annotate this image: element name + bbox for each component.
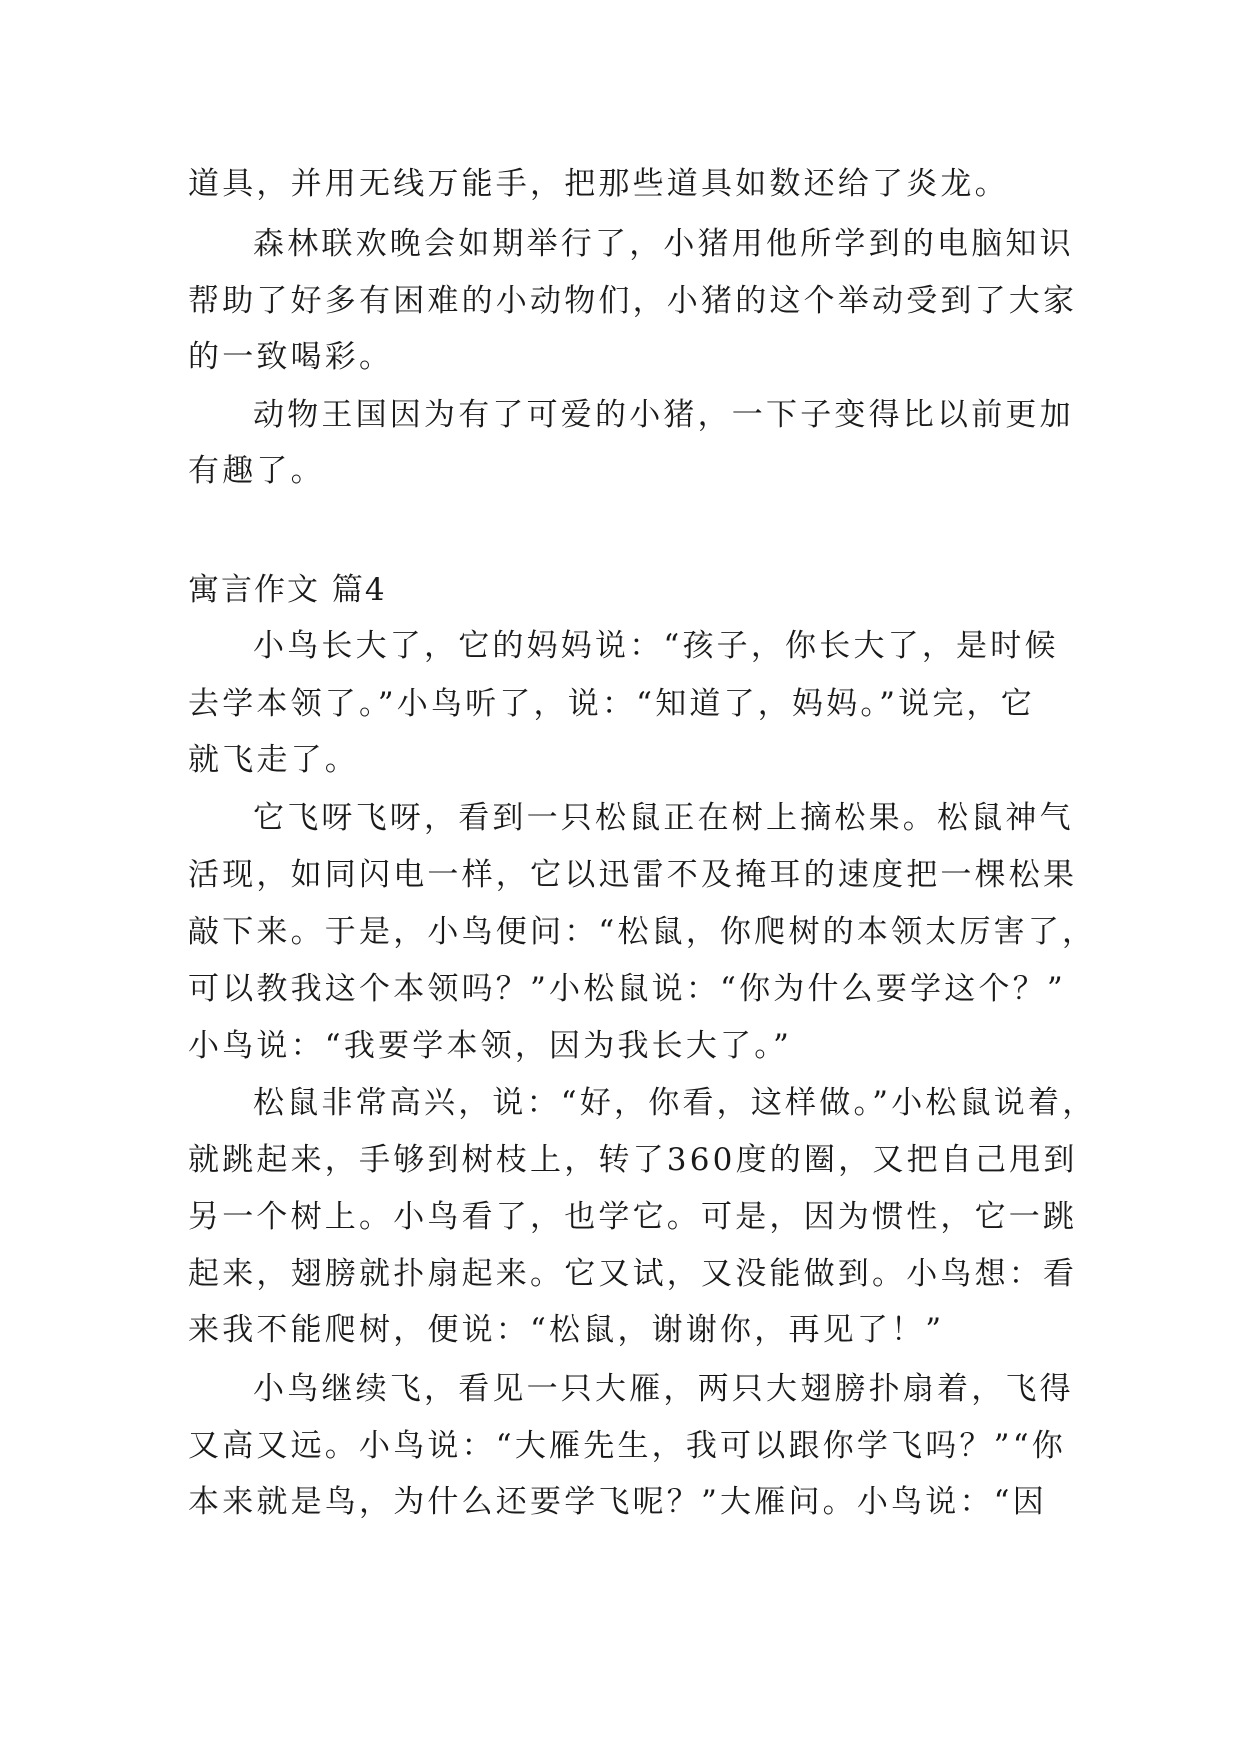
text-line: 的一致喝彩。 xyxy=(188,339,394,375)
text-line: 起来，翅膀就扑扇起来。它又试，又没能做到。小鸟想：看 xyxy=(188,1256,1078,1292)
text-line: 本来就是鸟，为什么还要学飞呢？”大雁问。小鸟说：“因 xyxy=(188,1484,1047,1520)
text-line: 小鸟说：“我要学本领，因为我长大了。” xyxy=(188,1028,792,1064)
paragraph-start-line: 森林联欢晚会如期举行了，小猪用他所学到的电脑知识 xyxy=(253,226,1074,262)
text-line: 另一个树上。小鸟看了，也学它。可是，因为惯性，它一跳 xyxy=(188,1199,1078,1235)
text-line: 帮助了好多有困难的小动物们，小猪的这个举动受到了大家 xyxy=(188,283,1078,319)
paragraph-start-line: 松鼠非常高兴，说：“好，你看，这样做。”小松鼠说着， xyxy=(253,1085,1097,1121)
text-line: 有趣了。 xyxy=(188,453,325,489)
text-line: 就跳起来，手够到树枝上，转了360度的圈，又把自己甩到 xyxy=(188,1142,1078,1178)
text-line: 敲下来。于是，小鸟便问：“松鼠，你爬树的本领太厉害了， xyxy=(188,914,1097,950)
text-line: 就飞走了。 xyxy=(188,742,359,778)
paragraph-start-line: 它飞呀飞呀，看到一只松鼠正在树上摘松果。松鼠神气 xyxy=(253,800,1074,836)
paragraph-start-line: 动物王国因为有了可爱的小猪，一下子变得比以前更加 xyxy=(253,397,1074,433)
text-line: 来我不能爬树，便说：“松鼠，谢谢你，再见了！” xyxy=(188,1312,945,1348)
text-line: 活现，如同闪电一样，它以迅雷不及掩耳的速度把一棵松果 xyxy=(188,857,1078,893)
text-line: 道具，并用无线万能手，把那些道具如数还给了炎龙。 xyxy=(188,166,1009,202)
paragraph-start-line: 小鸟长大了，它的妈妈说：“孩子，你长大了，是时候 xyxy=(253,628,1059,664)
text-line: 去学本领了。”小鸟听了，说：“知道了，妈妈。”说完，它 xyxy=(188,686,1035,722)
text-line: 又高又远。小鸟说：“大雁先生，我可以跟你学飞吗？”“你 xyxy=(188,1428,1066,1464)
paragraph-start-line: 小鸟继续飞，看见一只大雁，两只大翅膀扑扇着，飞得 xyxy=(253,1371,1074,1407)
section-title: 寓言作文 篇4 xyxy=(188,572,387,608)
text-line: 可以教我这个本领吗？”小松鼠说：“你为什么要学这个？” xyxy=(188,971,1066,1007)
